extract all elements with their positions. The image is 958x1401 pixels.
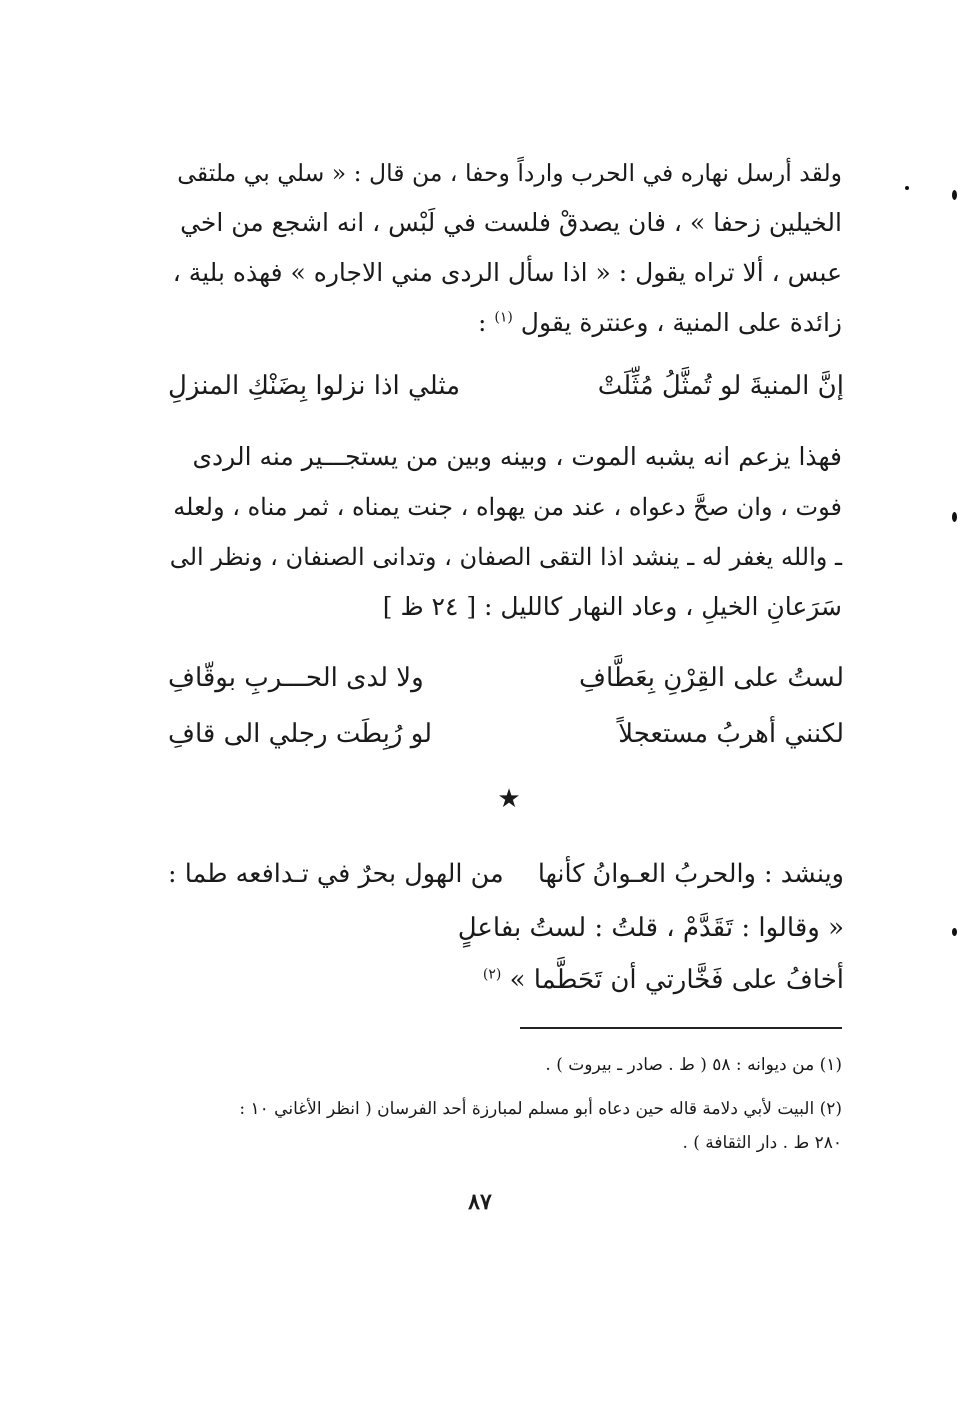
scan-speck [952, 512, 957, 522]
passage-line-2 [168, 906, 844, 950]
passage-line-3 [168, 958, 844, 1002]
footnote-reference: (١) [494, 309, 513, 326]
scan-speck [952, 190, 957, 200]
paragraph-line: الخيلين زحفا » ، فان يصدقْ فلست في لَبْس ، انه اشجع من اخي [180, 208, 842, 237]
passage-first-part: وينشد : والحربُ العـوانُ كأنها [537, 859, 844, 889]
footnote-2-continued: ٢٨٠ ط . دار الثقافة ) . [682, 1133, 842, 1153]
passage-text: « وقالوا : تَقَدَّمْ ، قلتُ : لستُ بفاعلٍ [457, 913, 844, 943]
page-number: ٨٧ [468, 1189, 492, 1215]
paragraph-line: فهذا يزعم انه يشبه الموت ، وبينه وبين من يستجـــير منه الردى [192, 442, 842, 471]
verse-second-hemistich: ولا لدى الحـــربِ بوقّافِ [168, 663, 424, 693]
section-separator-star: ★ [497, 784, 521, 814]
paragraph-line: سَرَعانِ الخيلِ ، وعاد النهار كالليل : [ ٢٤ ظ ] [382, 592, 842, 621]
scan-speck [905, 186, 909, 190]
verse-second-hemistich: لو رُبِطَت رجلي الى قافِ [168, 719, 433, 749]
footnote-1: (١) من ديوانه : ٥٨ ( ط . صادر ـ بيروت ) . [545, 1055, 842, 1075]
verse-first-hemistich: إنَّ المنيةَ لو تُمثَّلُ مُثِّلَتْ [597, 371, 844, 401]
passage-text: أخافُ على فَخَّارتي أن تَحَطَّما » [509, 965, 844, 995]
paragraph-line: ـ والله يغفر له ـ ينشد اذا التقى الصفان ، وتدانى الصنفان ، ونظر الى [169, 543, 842, 571]
verse-line [168, 656, 844, 700]
footnote-reference: (٢) [482, 966, 502, 983]
paragraph-line-suffix: : [478, 308, 495, 337]
verse-first-hemistich: لستُ على القِرْنِ بِعَطَّافِ [579, 663, 844, 693]
passage-text-wrap [483, 958, 844, 1002]
paragraph-last-line [170, 298, 842, 348]
footnote-2: (٢) البيت لأبي دلامة قاله حين دعاه أبو مسلم لمبارزة أحد الفرسان ( انظر الأغاني ١٠ : [239, 1099, 842, 1119]
verse-line [168, 712, 844, 756]
paragraph-line: فوت ، وان صحَّ دعواه ، عند من يهواه ، جنت يمناه ، ثمر مناه ، ولعله [173, 493, 842, 521]
verse-first-hemistich: لكنني أهربُ مستعجلاً [618, 719, 844, 749]
footnote-divider [520, 1027, 842, 1029]
paragraph-1 [170, 148, 842, 348]
paragraph-line-text: زائدة على المنية ، وعنترة يقول [520, 308, 842, 337]
passage-line-1 [168, 852, 844, 896]
paragraph-line: عبس ، ألا تراه يقول : « اذا سأل الردى مني الاجاره » فهذه بلية ، [172, 258, 842, 287]
verse-second-hemistich: مثلي اذا نزلوا بِضَنْكِ المنزلِ [168, 371, 461, 401]
paragraph-2 [170, 432, 842, 632]
passage-second-part: من الهول بحرٌ في تـدافعه طما : [168, 859, 504, 889]
scan-speck [952, 928, 957, 936]
paragraph-line: ولقد أرسل نهاره في الحرب وارداً وحفا ، من قال : « سلي بي ملتقى [177, 159, 842, 187]
verse-line [168, 364, 844, 408]
